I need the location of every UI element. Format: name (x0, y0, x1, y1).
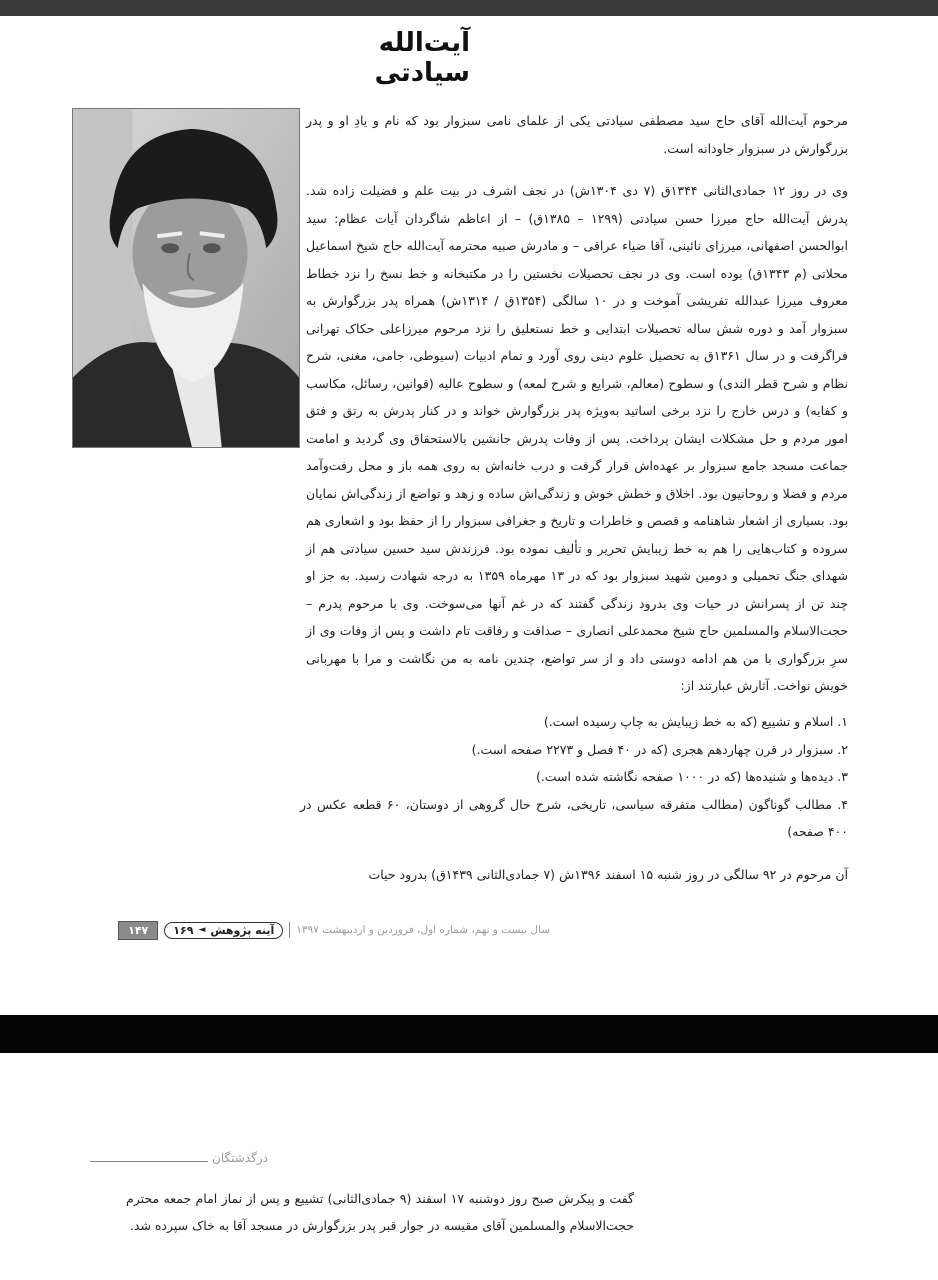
section-header (90, 1145, 268, 1165)
works-list (300, 708, 848, 846)
page-divider-bar (0, 1015, 938, 1053)
biography-paragraph: وی در روز ۱۲ جمادی‌الثانی ۱۳۴۴ق (۷ دی ۱۳۰۴ش) در نجف اشرف در بیت علم و فضیلت زاده شد. پدرش آیت‌الله حاج میرزا حسن سیادتی (۱۲۹۹ – ۱۳۸۵ق) – از اعاظم شاگردان آیات عظام: سید ابوالحسن اصفهانی، میرزای نائینی، آقا ضیاء عراقی – و مادرش صبیه محترمه آیت‌الله حاج شیخ اسماعیل محلاتی (م ۱۳۴۳ق) بوده است. وی در نجف تحصیلات نخستین را در مکتبخانه و خط نسخ را نزد خطاط معروف میرزا عبدالله تفریشی آموخت و در ۱۰ سالگی (۱۳۵۴ق / ۱۳۱۴ش) همراه پدر بزرگوارش به سبزوار آمد و دوره شش ساله تحصیلات ابتدایی و خط نستعلیق را نزد مرحوم میرزاعلی حکاک تهرانی فراگرفت و در سال ۱۳۶۱ق به تحصیل علوم دینی روی آورد و تمام ادبیات (سیوطی، جامی، مغنی، شرح نظام و شرح قطر الندی) و سطوح (معالم، شرایع و شرح لمعه) و سطوح عالیه (قوانین، رسائل، مکاسب و کفایه) و درس خارج را نزد برخی اساتید به‌ویژه پدر بزرگوارش خواند و در کنار پدرش به رتق و فتق امور مردم و حل مشکلات ایشان پرداخت. پس از وفات پدرش جانشین بالاستحقاق وی گردید و امامت جماعت مسجد جامع سبزوار بر عهده‌اش قرار گرفت و درب خانه‌اش به روی همه باز و محل رفت‌وآمد مردم و فضلا و روحانیون بود. اخلاق و خطش خوش و زندگی‌اش ساده و زهد و تواضع از زندگی‌اش نمایان بود. بسیاری از اشعار شاهنامه و قصص و خاطرات و تاریخ و جغرافی سبزوار را از حفظ بود و اشعاری هم سروده و کتاب‌هایی را هم به خط زیبایش تحریر و تألیف نموده بود. فرزندش سید حسین سیادتی هم از شهدای جنگ تحمیلی و دومین شهید سبزوار بود که در ۱۳ مهرماه ۱۳۵۹ به درجه شهادت رسید. به جز او چند تن از پسرانش در حیات وی بدرود زندگی گفتند که در غم آنها می‌سوخت. وی با مرحوم پدرم – حجت‌الاسلام والمسلمین حاج شیخ محمدعلی انصاری – صداقت و رفاقت تام داشت و پس از وفات وی از سرِ بزرگواری با من هم ادامه دوستی داد و از سر تواضع، چندین نامه به من نگاشت و مرا با مهربانی خویش نواخت. آثارش عبارتند از: (306, 183, 849, 693)
journal-name: آینه پژوهش (210, 923, 275, 937)
works-item: ۴. مطالب گوناگون (مطالب متفرقه سیاسی، تاریخی، شرح حال گروهی از دوستان، ۶۰ قطعه عکس در ۴۰۰ صفحه) (300, 796, 848, 839)
section-line (90, 1160, 208, 1162)
works-item: ۲. سبزوار در قرن چهاردهم هجری (که در ۴۰ فصل و ۲۲۷۳ صفحه است.) (471, 741, 848, 757)
burial-paragraph: گفت و پیکرش صبح روز دوشنبه ۱۷ اسفند (۹ جمادی‌الثانی) تشییع و پس از نماز امام جمعه محترم حجت‌الاسلام والمسلمین آقای مقیسه در جوار قبر پدر بزرگوارش در مسجد آقا به خاک سپرده شد. (126, 1191, 634, 1233)
page-number: ۱۴۷ (118, 921, 158, 940)
portrait-image (73, 109, 299, 447)
page-title: آیت‌الله سیادتی (374, 28, 470, 88)
journal-badge (164, 922, 283, 939)
portrait-photo (72, 108, 300, 448)
section-label: درگذشتگان (212, 1151, 268, 1165)
page-footer (100, 918, 550, 942)
triangle-left-icon: ◄ (198, 925, 206, 935)
works-item: ۱. اسلام و تشییع (که به خط زیبایش به چاپ رسیده است.) (543, 714, 848, 729)
journal-number: ۱۶۹ (173, 923, 194, 937)
works-item: ۳. دیده‌ها و شنیده‌ها (که در ۱۰۰۰ صفحه نگاشته شده است.) (535, 769, 848, 784)
footer-divider (289, 922, 290, 938)
intro-paragraph: مرحوم آیت‌الله آقای حاج سید مصطفی سیادتی یکی از علمای نامی سبزوار بود که نام و یادِ او و پدر بزرگوارش در سبزوار جاودانه است. (306, 113, 848, 156)
top-edge-bar (0, 0, 938, 16)
death-paragraph: آن مرحوم در ۹۲ سالگی در روز شنبه ۱۵ اسفند ۱۳۹۶ش (۷ جمادی‌الثانی ۱۴۳۹ق) بدرود حیات (368, 867, 848, 882)
issue-info: سال بیست و نهم، شماره اول، فروردین و اردیبهشت ۱۳۹۷ (296, 924, 550, 936)
